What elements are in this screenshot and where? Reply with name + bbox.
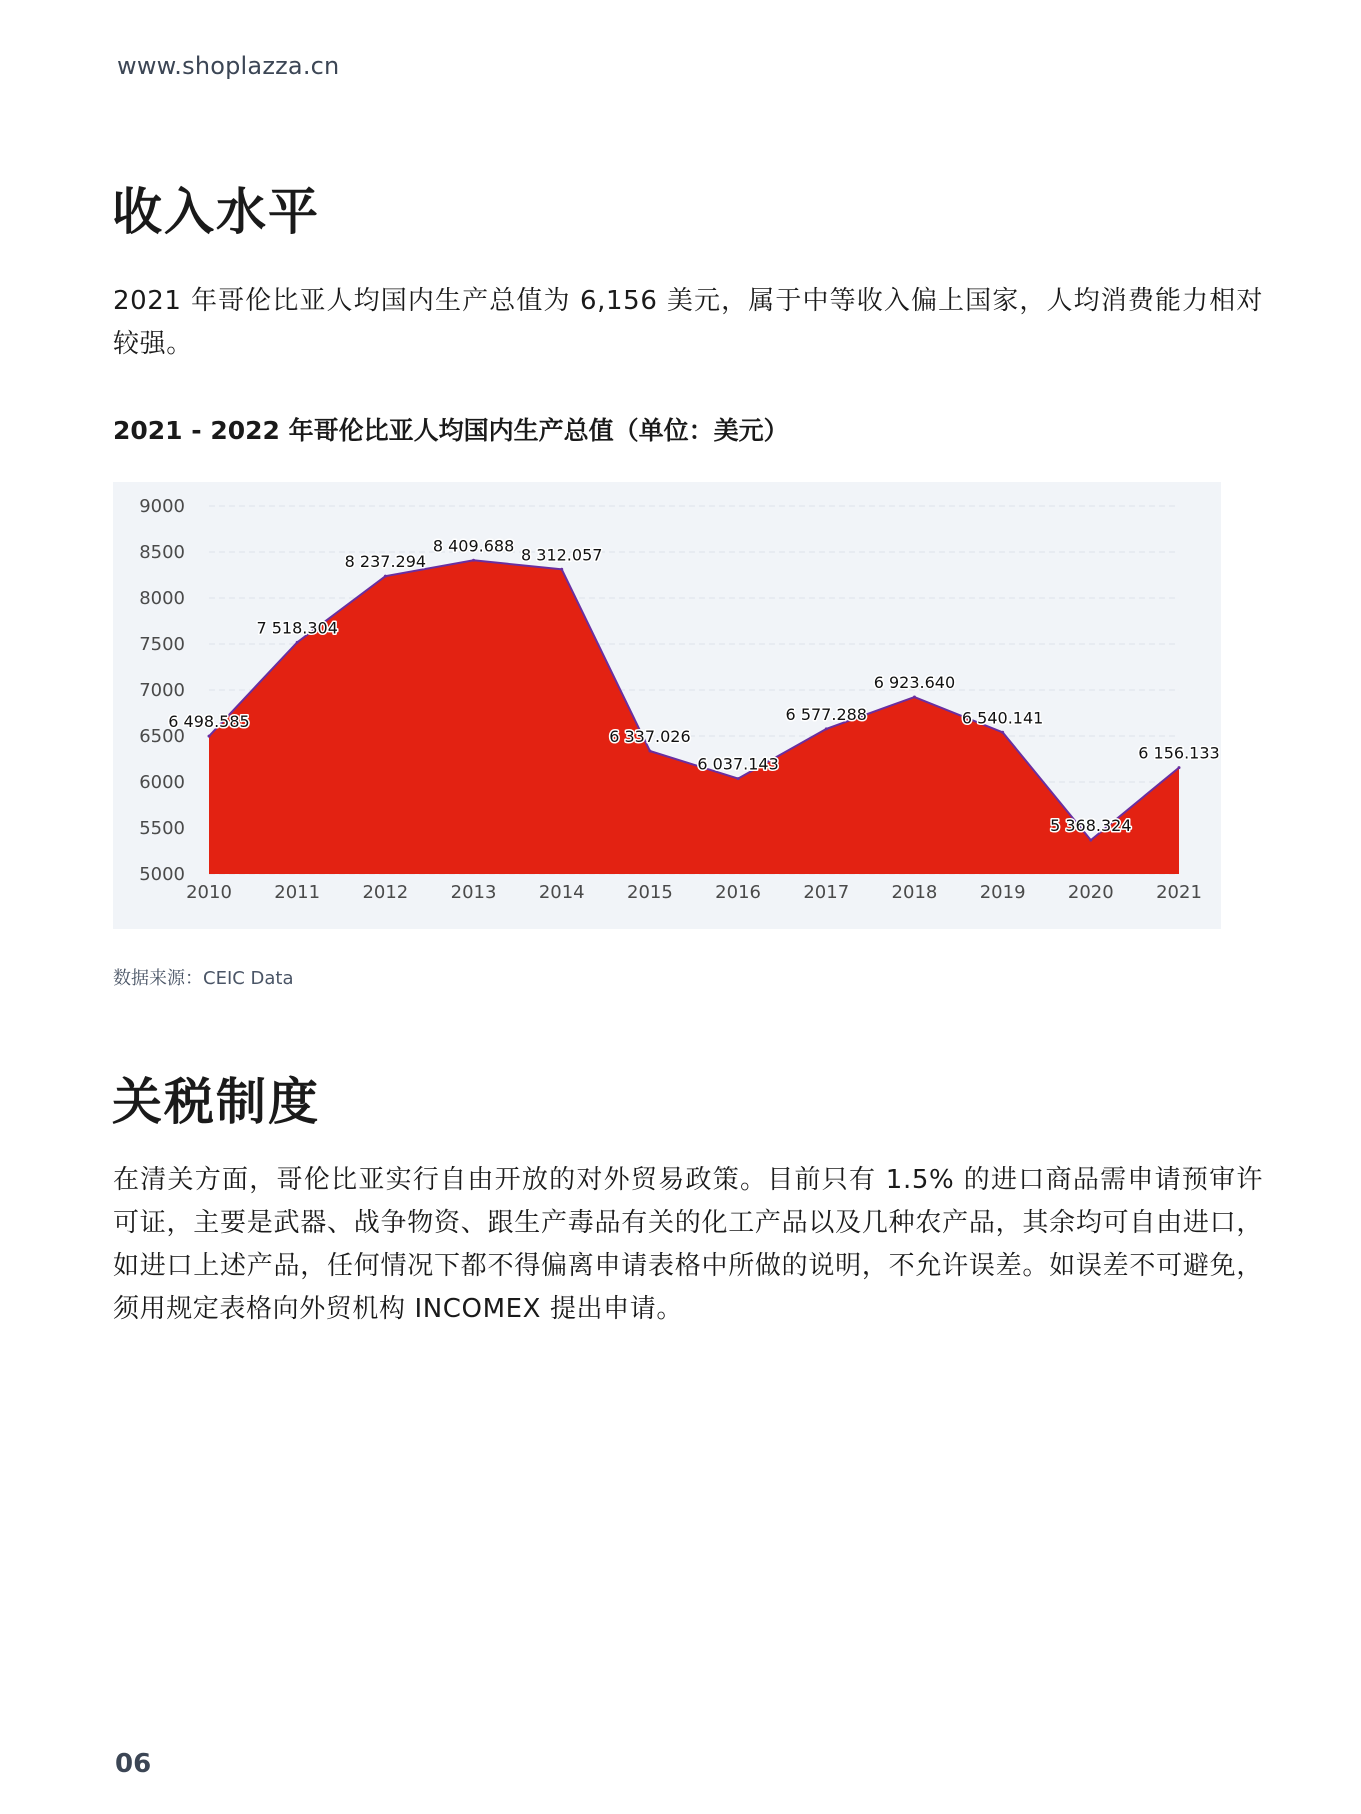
y-tick-label: 8500: [139, 542, 185, 563]
x-tick-label: 2010: [186, 882, 232, 903]
data-point: [913, 696, 916, 699]
y-axis-ticks: [139, 496, 185, 885]
data-label: 8 312.057: [521, 545, 603, 565]
data-label: 6 337.026: [609, 726, 691, 746]
data-point: [560, 568, 563, 571]
data-point: [1001, 731, 1004, 734]
x-tick-label: 2016: [715, 882, 761, 903]
tariff-paragraph: 在清关方面，哥伦比亚实行自由开放的对外贸易政策。目前只有 1.5% 的进口商品需申请预审许可证，主要是武器、战争物资、跟生产毒品有关的化工产品以及几种农产品，其余均可自由进口，如进口上述产品，任何情况下都不得偏离申请表格中所做的说明，不允许误差。如误差不可避免，须用规定表格向外贸机构 INCOMEX 提出申请。: [113, 1165, 1263, 1324]
data-label: 6 540.141: [961, 708, 1044, 728]
y-tick-label: 9000: [139, 496, 185, 517]
x-tick-label: 2020: [1067, 882, 1114, 903]
data-label: 5 368.324: [1050, 816, 1132, 836]
data-label: 7 518.304: [256, 618, 338, 638]
y-tick-label: 6500: [139, 726, 185, 747]
data-point: [737, 777, 740, 780]
y-tick-label: 7000: [139, 680, 185, 701]
chart-title: 2021 - 2022 年哥伦比亚人均国内生产总值（单位：美元）: [113, 416, 789, 445]
x-tick-label: 2011: [274, 882, 321, 903]
data-label: 8 409.688: [432, 536, 515, 556]
data-point: [825, 727, 828, 730]
income-paragraph: 2021 年哥伦比亚人均国内生产总值为 6,156 美元，属于中等收入偏上国家，人均消费能力相对较强。: [113, 286, 1263, 359]
data-label: 6 923.640: [873, 673, 956, 693]
data-source: 数据来源：CEIC Data: [113, 968, 294, 989]
income-section-title: 收入水平: [112, 183, 320, 241]
x-tick-label: 2013: [450, 882, 497, 903]
y-tick-label: 8000: [139, 588, 185, 609]
data-label: 6 498.585: [168, 712, 250, 732]
gdp-chart: [113, 482, 1221, 929]
data-point: [648, 749, 651, 752]
data-point: [296, 641, 299, 644]
gdp-area-chart-svg: [113, 482, 1221, 929]
x-tick-label: 2015: [627, 882, 673, 903]
data-point: [208, 735, 211, 738]
x-tick-label: 2017: [803, 882, 850, 903]
y-tick-label: 5500: [139, 818, 185, 839]
tariff-section-title: 关税制度: [112, 1073, 320, 1131]
x-tick-label: 2019: [979, 882, 1026, 903]
data-label: 6 156.133: [1138, 743, 1220, 763]
data-label: 8 237.294: [344, 552, 427, 572]
x-axis-ticks: [186, 882, 1202, 903]
x-tick-label: 2012: [362, 882, 409, 903]
data-point: [384, 575, 387, 578]
y-tick-label: 6000: [139, 772, 185, 793]
data-label: 6 037.143: [697, 754, 779, 774]
y-tick-label: 7500: [139, 634, 185, 655]
site-url[interactable]: www.shoplazza.cn: [117, 52, 340, 80]
x-tick-label: 2021: [1156, 882, 1202, 903]
data-point: [1178, 766, 1181, 769]
data-point: [472, 559, 475, 562]
data-point: [1089, 839, 1092, 842]
x-tick-label: 2018: [891, 882, 938, 903]
data-label: 6 577.288: [785, 704, 867, 724]
y-tick-label: 5000: [139, 864, 185, 885]
page-number: 06: [115, 1749, 152, 1779]
x-tick-label: 2014: [538, 882, 585, 903]
